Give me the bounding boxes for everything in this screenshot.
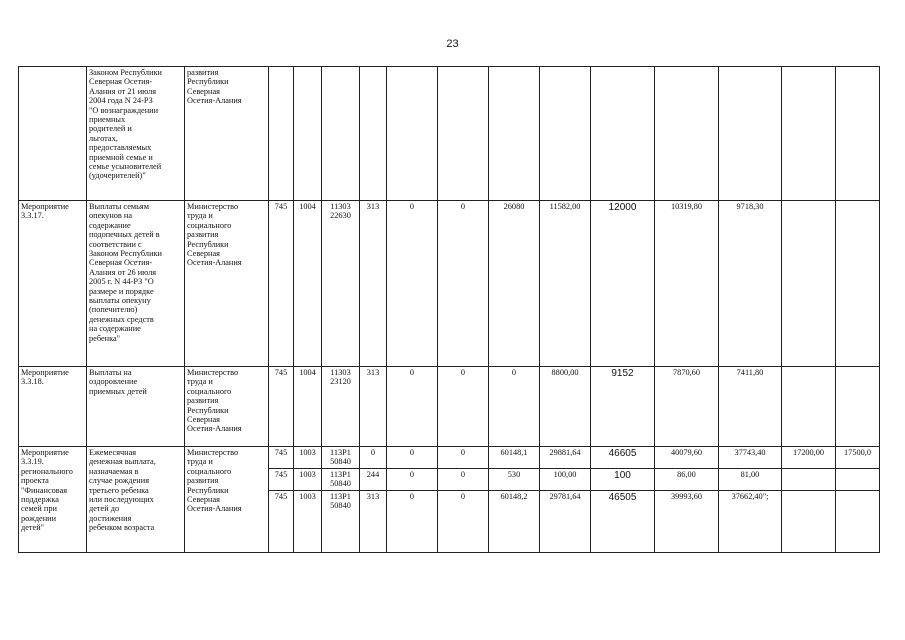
value-cell: 0 [387, 201, 438, 367]
value-cell [782, 468, 836, 490]
vr-cell: 244 [360, 468, 387, 490]
description-cell: Законом Республики Северная Осетия- Алания от 21 июля 2004 года N 24-РЗ "О вознаграждении приемных родителей и льготах, предоставляемых приемной семье и семье усыновителей (удочерителей)" [87, 67, 185, 201]
program-table [18, 66, 880, 553]
executor-cell: Министерство труда и социального развития Республики Северная Осетия-Алания [185, 201, 269, 367]
value-cell: 37743,40 [719, 447, 782, 469]
empty-cell [294, 67, 322, 201]
value-cell [782, 490, 836, 552]
csr-cell: 113P1 50840 [322, 447, 360, 469]
value-cell: 17200,00 [782, 447, 836, 469]
empty-cell [836, 67, 880, 201]
value-cell [836, 468, 880, 490]
rzpr-cell: 1004 [294, 367, 322, 447]
description-cell: Ежемесячная денежная выплата, назначаемая в случае рождения третьего ребенка или последующих детей до достижения ребенком возраста [87, 447, 185, 553]
name-cell: Мероприятие 3.3.18. [19, 367, 87, 447]
value-cell [836, 201, 880, 367]
value-cell [836, 367, 880, 447]
empty-cell [655, 67, 719, 201]
csr-cell: 113P1 50840 [322, 468, 360, 490]
value-cell: 0 [438, 367, 489, 447]
value-cell [782, 367, 836, 447]
value-cell: 46505 [591, 490, 655, 552]
vr-cell: 0 [360, 447, 387, 469]
value-cell: 46605 [591, 447, 655, 469]
value-cell: 9718,30 [719, 201, 782, 367]
empty-cell [322, 67, 360, 201]
value-cell: 7870,60 [655, 367, 719, 447]
value-cell: 0 [387, 367, 438, 447]
value-cell: 29781,64 [540, 490, 591, 552]
value-cell: 81,00 [719, 468, 782, 490]
vr-cell: 313 [360, 490, 387, 552]
csr-cell: 11303 22630 [322, 201, 360, 367]
value-cell: 37662,40"; [719, 490, 782, 552]
value-cell: 9152 [591, 367, 655, 447]
grbs-cell: 745 [269, 367, 294, 447]
vr-cell: 313 [360, 367, 387, 447]
empty-cell [489, 67, 540, 201]
table-row-continuation [19, 67, 880, 201]
rzpr-cell: 1003 [294, 447, 322, 469]
value-cell: 10319,80 [655, 201, 719, 367]
value-cell: 17500,0 [836, 447, 880, 469]
empty-cell [360, 67, 387, 201]
grbs-cell: 745 [269, 490, 294, 552]
value-cell: 0 [438, 447, 489, 469]
value-cell: 0 [489, 367, 540, 447]
value-cell [836, 490, 880, 552]
value-cell: 0 [438, 201, 489, 367]
grbs-cell: 745 [269, 447, 294, 469]
empty-cell [438, 67, 489, 201]
empty-cell [782, 67, 836, 201]
executor-cell: Министерство труда и социального развития Республики Северная Осетия-Алания [185, 447, 269, 553]
value-cell: 100 [591, 468, 655, 490]
table-row-3-3-19 [19, 447, 880, 469]
value-cell: 0 [387, 447, 438, 469]
table-row-3-3-17 [19, 201, 880, 367]
rzpr-cell: 1004 [294, 201, 322, 367]
value-cell: 60148,1 [489, 447, 540, 469]
value-cell: 40079,60 [655, 447, 719, 469]
value-cell: 11582,00 [540, 201, 591, 367]
page-number: 23 [446, 38, 459, 50]
value-cell: 0 [438, 490, 489, 552]
value-cell: 60148,2 [489, 490, 540, 552]
value-cell: 530 [489, 468, 540, 490]
value-cell: 8800,00 [540, 367, 591, 447]
name-cell [19, 67, 87, 201]
value-cell: 7411,80 [719, 367, 782, 447]
rzpr-cell: 1003 [294, 468, 322, 490]
name-cell: Мероприятие 3.3.17. [19, 201, 87, 367]
value-cell: 26080 [489, 201, 540, 367]
empty-cell [591, 67, 655, 201]
empty-cell [387, 67, 438, 201]
csr-cell: 113P1 50840 [322, 490, 360, 552]
value-cell: 0 [387, 468, 438, 490]
empty-cell [540, 67, 591, 201]
empty-cell [719, 67, 782, 201]
description-cell: Выплаты семьям опекунов на содержание подопечных детей в соответствии с Законом Республики Северная Осетия- Алания от 26 июля 2005 г. N 44-РЗ "О размере и порядке выплаты опекуну (попечителю) денежных средств на содержание ребенка" [87, 201, 185, 367]
value-cell: 39993,60 [655, 490, 719, 552]
value-cell: 12000 [591, 201, 655, 367]
vr-cell: 313 [360, 201, 387, 367]
value-cell: 0 [387, 490, 438, 552]
value-cell: 86,00 [655, 468, 719, 490]
executor-cell: Министерство труда и социального развития Республики Северная Осетия-Алания [185, 367, 269, 447]
rzpr-cell: 1003 [294, 490, 322, 552]
grbs-cell: 745 [269, 201, 294, 367]
value-cell: 0 [438, 468, 489, 490]
name-cell: Мероприятие 3.3.19. регионального проекта "Финансовая поддержка семей при рождении детей" [19, 447, 87, 553]
value-cell [782, 201, 836, 367]
grbs-cell: 745 [269, 468, 294, 490]
value-cell: 100,00 [540, 468, 591, 490]
table-row-3-3-18 [19, 367, 880, 447]
empty-cell [269, 67, 294, 201]
value-cell: 29881,64 [540, 447, 591, 469]
executor-cell: развития Республики Северная Осетия-Алания [185, 67, 269, 201]
description-cell: Выплаты на оздоровление приемных детей [87, 367, 185, 447]
csr-cell: 11303 23120 [322, 367, 360, 447]
